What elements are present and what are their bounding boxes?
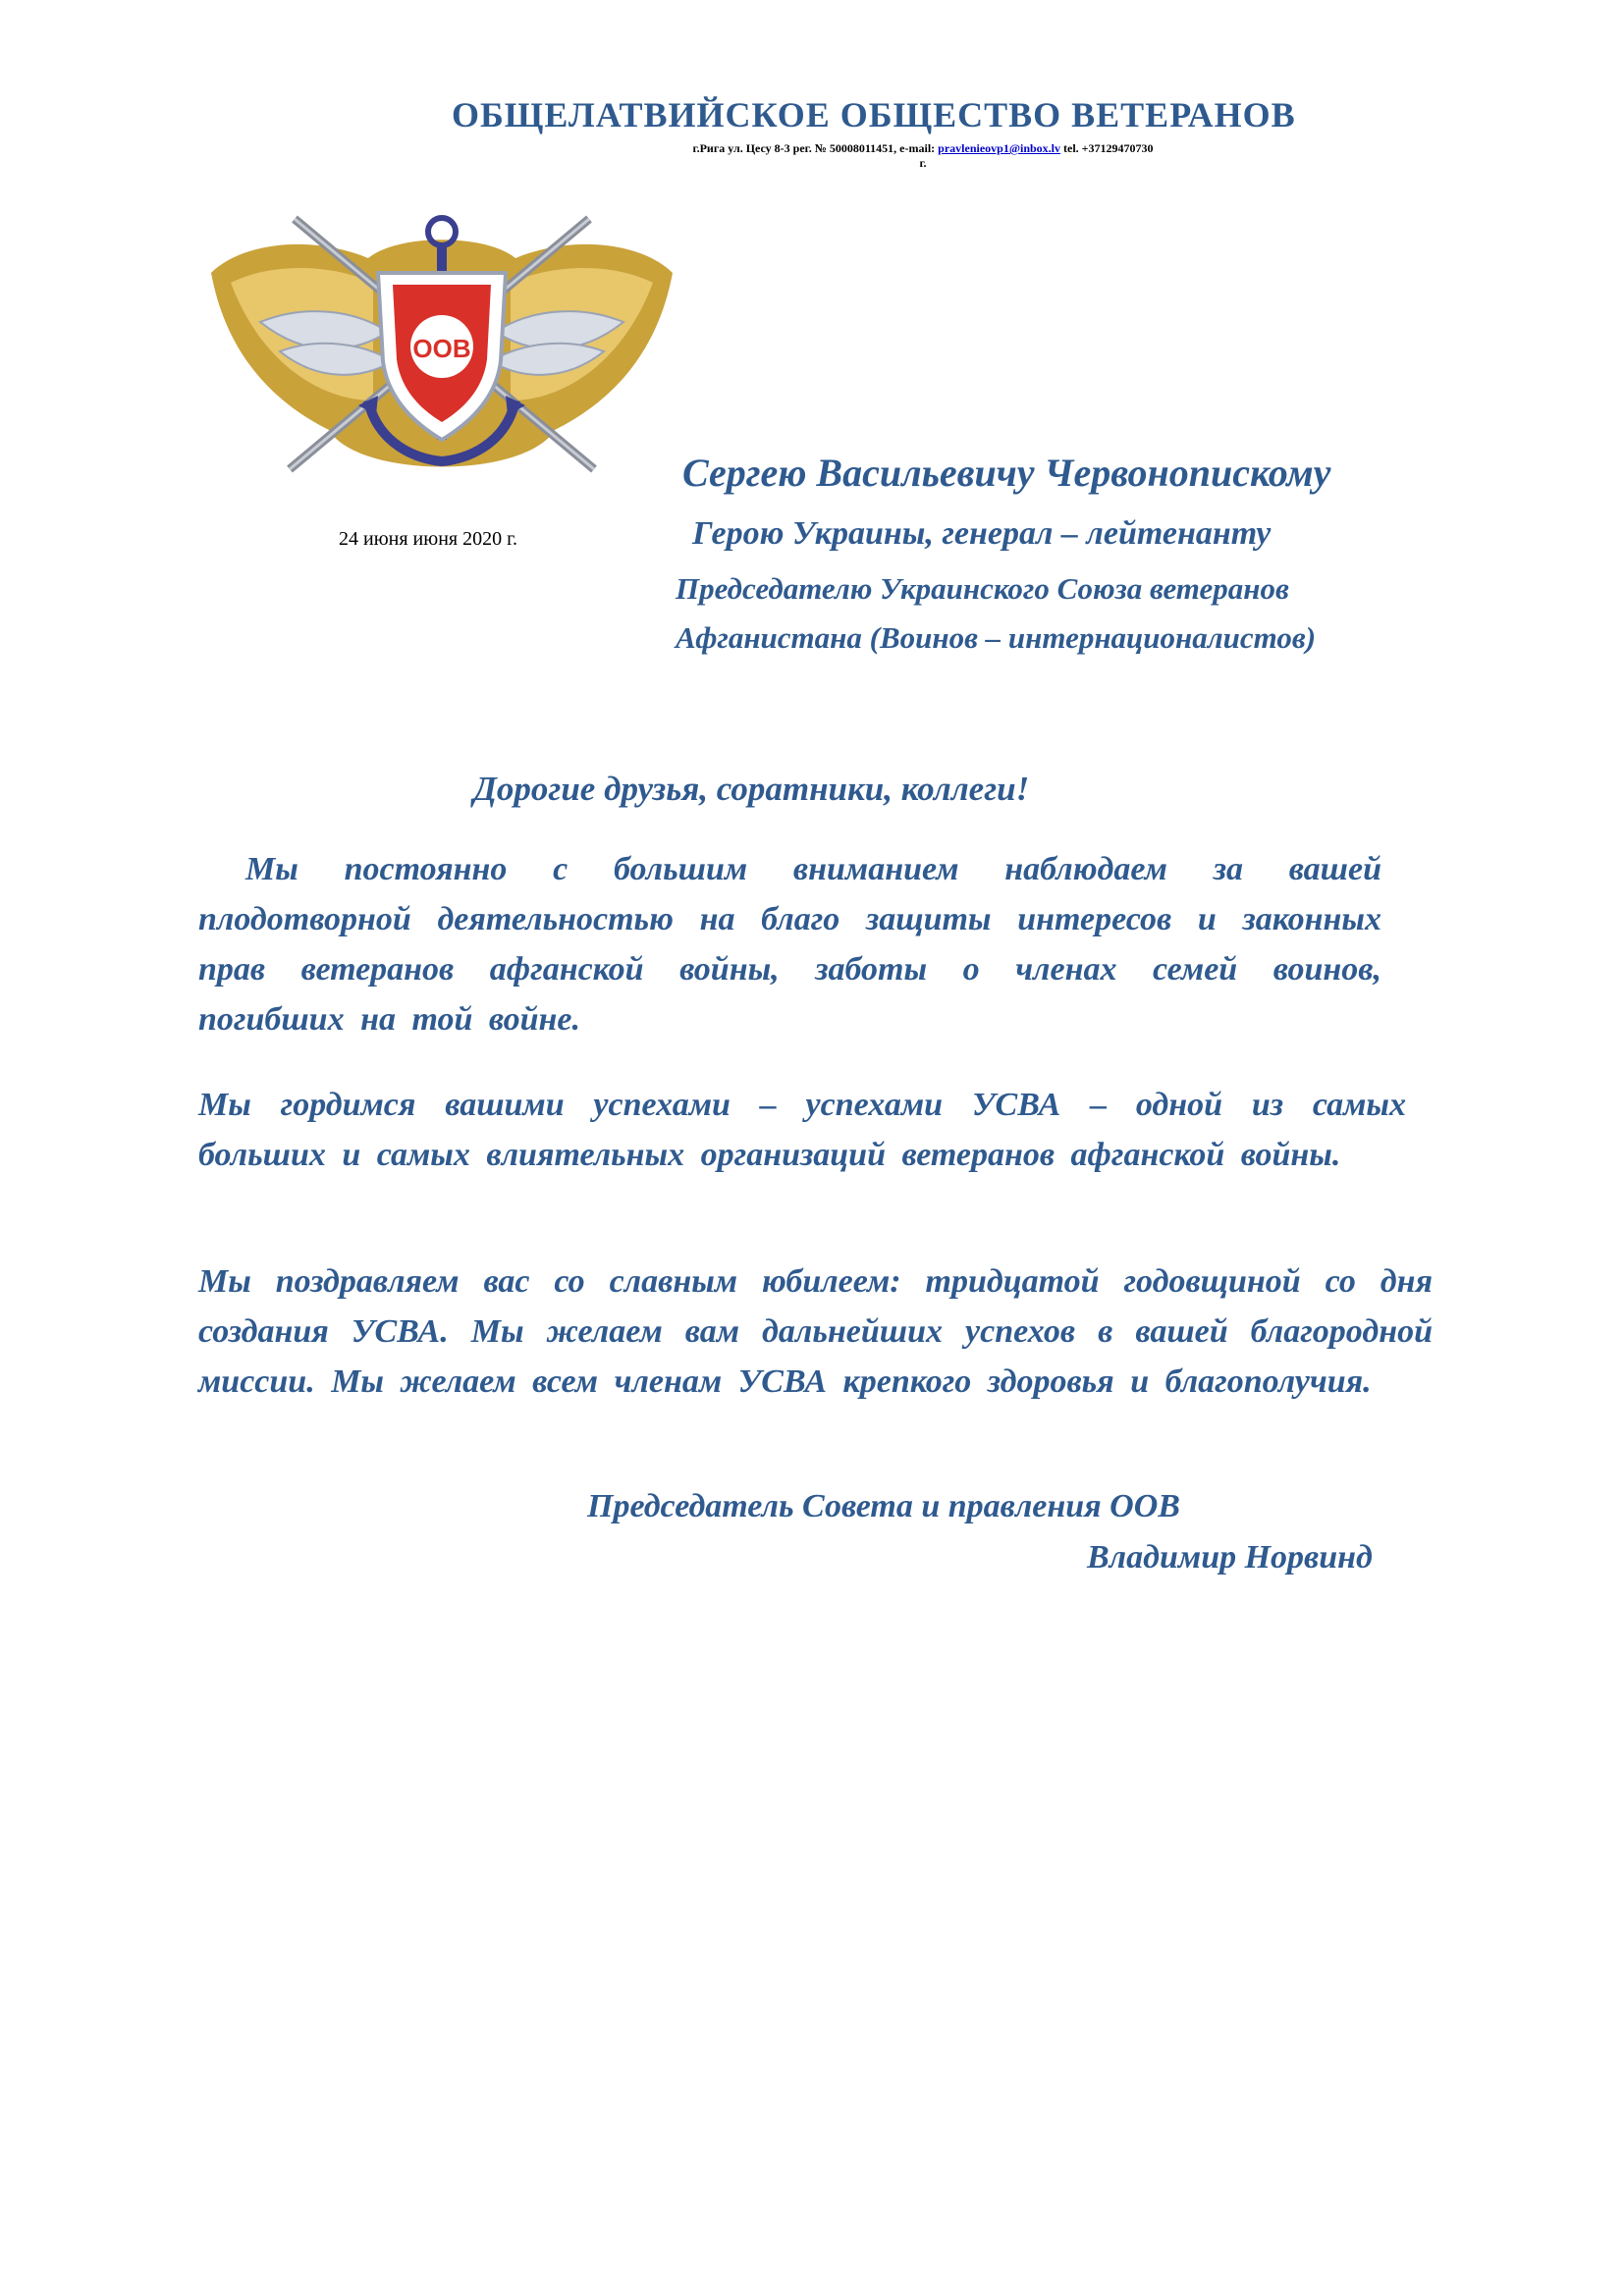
addressee-title: Герою Украины, генерал – лейтенанту — [692, 515, 1272, 552]
letter-date: 24 июня июня 2020 г. — [339, 528, 518, 550]
contacts-prefix: г.Рига ул. Цесу 8-3 рег. № 50008011451, e-mail: — [692, 141, 939, 155]
oov-emblem-logo — [201, 204, 682, 489]
addressee-position: Председателю Украинского Союза ветеранов — [676, 571, 1289, 606]
signature-name: Владимир Норвинд — [1087, 1539, 1373, 1575]
email-link[interactable]: pravlenieovp1@inbox.lv — [938, 141, 1061, 155]
body-paragraph-2: Мы гордимся вашими успехами – успехами УСВА – одной из самых больших и самых влиятельных организаций ветеранов афганской войны. — [198, 1087, 1406, 1173]
contacts-suffix: tel. +37129470730 — [1060, 141, 1154, 155]
greeting: Дорогие друзья, соратники, коллеги! — [473, 770, 1030, 808]
letterhead-contacts — [491, 141, 1355, 171]
logo-label: ООВ — [412, 334, 471, 363]
addressee-organization: Афганистана (Воинов – интернационалистов) — [676, 620, 1317, 655]
organization-title: ОБЩЕЛАТВИЙСКОЕ ОБЩЕСТВО ВЕТЕРАНОВ — [452, 95, 1296, 134]
body-paragraph-1: Мы постоянно с большим вниманием наблюдаем за вашей плодотворной деятельностью на благо защиты интересов и законных прав ветеранов афганской войны, заботы о членах семей воинов, погибших на той войне. — [198, 851, 1381, 1038]
body-paragraph-3: Мы поздравляем вас со славным юбилеем: тридцатой годовщиной со дня создания УСВА. Мы желаем вам дальнейших успехов в вашей благородной миссии. Мы желаем всем членам УСВА крепкого здоровья и благополучия. — [198, 1263, 1433, 1400]
addressee-name: Сергею Васильевичу Червонопискому — [682, 451, 1331, 495]
contacts-line-1 — [491, 141, 1355, 156]
contacts-line-2: г. — [919, 156, 927, 170]
signature-position: Председатель Совета и правления ООВ — [587, 1488, 1180, 1524]
